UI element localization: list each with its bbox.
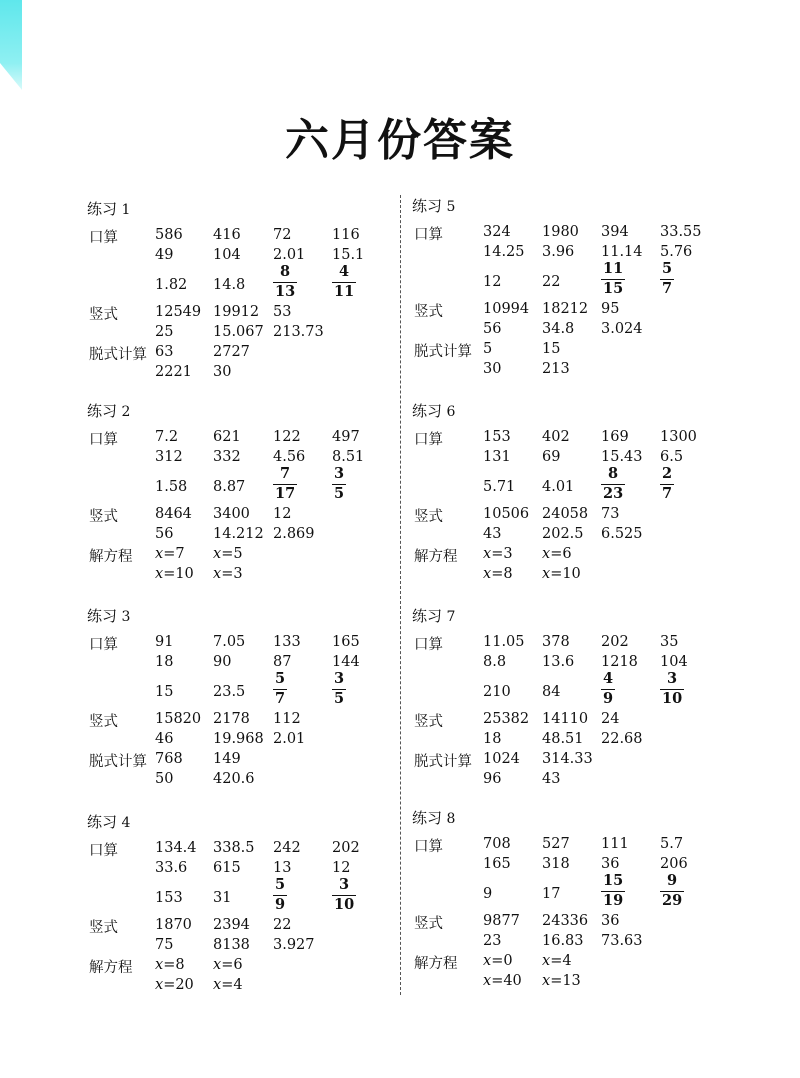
answer-value: x=0: [483, 953, 513, 969]
answer-value: 18212: [542, 301, 589, 317]
row-label: 口算: [414, 227, 443, 243]
answer-value: 25382: [483, 711, 530, 727]
answer-value: 22: [542, 274, 561, 290]
answer-value: 4.56: [273, 449, 306, 465]
answer-value: 34.8: [542, 321, 575, 337]
answer-value: 15820: [155, 711, 202, 727]
fraction-answer: [601, 262, 625, 296]
fraction-numerator: 4: [603, 670, 614, 687]
fraction-answer: [332, 467, 346, 501]
section-heading-text: 练习: [412, 607, 443, 625]
fraction-denominator: 13: [275, 282, 296, 300]
section-number: 7: [442, 609, 456, 625]
fraction-denominator: 7: [662, 484, 673, 502]
answer-value: 35: [660, 634, 679, 650]
answer-value: 3.927: [273, 937, 315, 953]
answer-value: 3400: [213, 506, 250, 522]
answer-value: 14.8: [213, 277, 246, 293]
answer-value: 420.6: [213, 771, 255, 787]
answer-value: 19.968: [213, 731, 264, 747]
answer-value: 3.024: [601, 321, 643, 337]
answer-value: 43: [542, 771, 561, 787]
fraction-denominator: 17: [275, 484, 296, 502]
fraction-denominator: 7: [662, 279, 673, 297]
answer-value: 24058: [542, 506, 589, 522]
section-heading: [87, 400, 130, 421]
answer-value: 7.05: [213, 634, 246, 650]
answer-value: 1.58: [155, 479, 188, 495]
answer-value: 9877: [483, 913, 520, 929]
section-heading: [412, 400, 455, 421]
answer-value: x=8: [483, 566, 513, 582]
section-heading-text: 练习: [412, 809, 443, 827]
answer-value: 24336: [542, 913, 589, 929]
section-heading-text: 练习: [87, 813, 118, 831]
row-label: 竖式: [414, 509, 443, 525]
answer-value: 15: [542, 341, 561, 357]
section-number: 2: [117, 404, 131, 420]
section-heading: [412, 807, 455, 828]
answer-value: 10506: [483, 506, 530, 522]
answer-value: 338.5: [213, 840, 255, 856]
fraction-denominator: 29: [662, 891, 683, 909]
answer-value: 6.525: [601, 526, 643, 542]
answer-value: 104: [660, 654, 688, 670]
row-label: 口算: [414, 432, 443, 448]
answer-value: 210: [483, 684, 511, 700]
answer-value: 7.2: [155, 429, 179, 445]
answer-value: 12: [332, 860, 351, 876]
answer-value: 2.01: [273, 247, 306, 263]
answer-value: 8.51: [332, 449, 365, 465]
fraction-denominator: 19: [603, 891, 624, 909]
fraction-denominator: 10: [662, 689, 683, 707]
row-label: 竖式: [414, 916, 443, 932]
answer-value: 153: [155, 890, 183, 906]
answer-value: 49: [155, 247, 174, 263]
row-label: 脱式计算: [414, 344, 472, 360]
section-heading-text: 练习: [87, 200, 118, 218]
answer-value: 6.5: [660, 449, 684, 465]
section-heading-text: 练习: [87, 607, 118, 625]
fraction-numerator: 3: [334, 670, 345, 687]
answer-value: 15.1: [332, 247, 365, 263]
row-label: 口算: [89, 637, 118, 653]
row-label: 口算: [89, 230, 118, 246]
answer-value: 11.14: [601, 244, 643, 260]
answer-value: 96: [483, 771, 502, 787]
answer-value: 378: [542, 634, 570, 650]
answer-value: 402: [542, 429, 570, 445]
section-number: 6: [442, 404, 456, 420]
answer-value: 17: [542, 886, 561, 902]
answer-value: 15.43: [601, 449, 643, 465]
answer-value: 90: [213, 654, 232, 670]
answer-value: 87: [273, 654, 292, 670]
row-label: 竖式: [414, 304, 443, 320]
row-label: 解方程: [89, 549, 133, 565]
row-label: 竖式: [89, 307, 118, 323]
fraction-numerator: 5: [275, 876, 286, 893]
answer-value: 30: [213, 364, 232, 380]
answer-value: 312: [155, 449, 183, 465]
fraction-answer: [601, 672, 615, 706]
row-label: 竖式: [414, 714, 443, 730]
answer-value: 2178: [213, 711, 250, 727]
answer-value: 202: [332, 840, 360, 856]
answer-value: 9: [483, 886, 493, 902]
answer-value: 206: [660, 856, 688, 872]
section-heading: [87, 605, 130, 626]
fraction-answer: [660, 672, 684, 706]
fraction-numerator: 4: [339, 263, 350, 280]
answer-value: 116: [332, 227, 360, 243]
answer-value: 111: [601, 836, 629, 852]
answer-value: 11.05: [483, 634, 525, 650]
corner-decoration: [0, 0, 22, 90]
answer-value: 15.067: [213, 324, 264, 340]
answer-value: 36: [601, 856, 620, 872]
fraction-denominator: 9: [603, 689, 614, 707]
answer-value: 4.01: [542, 479, 575, 495]
fraction-numerator: 3: [334, 465, 345, 482]
fraction-numerator: 8: [280, 263, 291, 280]
answer-value: 22: [273, 917, 292, 933]
fraction-answer: [660, 874, 684, 908]
answer-value: 12: [483, 274, 502, 290]
answer-value: 1.82: [155, 277, 188, 293]
row-label: 口算: [89, 843, 118, 859]
answer-value: x=20: [155, 977, 194, 993]
fraction-numerator: 5: [275, 670, 286, 687]
answer-value: 63: [155, 344, 174, 360]
fraction-answer: [332, 265, 356, 299]
answer-value: 134.4: [155, 840, 197, 856]
fraction-denominator: 10: [334, 895, 355, 913]
section-heading-text: 练习: [412, 402, 443, 420]
answer-value: 73.63: [601, 933, 643, 949]
answer-value: 13: [273, 860, 292, 876]
fraction-numerator: 7: [280, 465, 291, 482]
answer-value: 23.5: [213, 684, 246, 700]
section-heading: [412, 605, 455, 626]
row-label: 口算: [414, 839, 443, 855]
answer-value: 3.96: [542, 244, 575, 260]
answer-value: 13.6: [542, 654, 575, 670]
answer-value: 15: [155, 684, 174, 700]
answer-value: 56: [483, 321, 502, 337]
answer-value: 112: [273, 711, 301, 727]
answer-value: x=4: [213, 977, 243, 993]
answer-value: x=3: [213, 566, 243, 582]
answer-value: 131: [483, 449, 511, 465]
answer-value: 104: [213, 247, 241, 263]
answer-value: 621: [213, 429, 241, 445]
answer-value: 202.5: [542, 526, 584, 542]
fraction-denominator: 23: [603, 484, 624, 502]
answer-value: 122: [273, 429, 301, 445]
answer-value: 14110: [542, 711, 589, 727]
answer-value: x=7: [155, 546, 185, 562]
answer-value: 84: [542, 684, 561, 700]
fraction-denominator: 9: [275, 895, 286, 913]
answer-value: 144: [332, 654, 360, 670]
fraction-denominator: 5: [334, 484, 345, 502]
fraction-numerator: 5: [662, 260, 673, 277]
answer-value: 153: [483, 429, 511, 445]
answer-value: 1980: [542, 224, 579, 240]
answer-value: x=5: [213, 546, 243, 562]
answer-value: 2727: [213, 344, 250, 360]
fraction-numerator: 8: [608, 465, 619, 482]
answer-value: 169: [601, 429, 629, 445]
answer-value: 324: [483, 224, 511, 240]
answer-value: 149: [213, 751, 241, 767]
answer-value: 133: [273, 634, 301, 650]
section-heading: [87, 198, 130, 219]
answer-value: 18: [483, 731, 502, 747]
answer-value: 23: [483, 933, 502, 949]
row-label: 竖式: [89, 509, 118, 525]
answer-value: 91: [155, 634, 174, 650]
fraction-answer: [601, 467, 625, 501]
fraction-denominator: 11: [334, 282, 355, 300]
answer-value: 213.73: [273, 324, 324, 340]
answer-value: 46: [155, 731, 174, 747]
answer-value: 318: [542, 856, 570, 872]
answer-value: 19912: [213, 304, 260, 320]
section-heading: [87, 811, 130, 832]
fraction-numerator: 15: [603, 872, 624, 889]
answer-value: 22.68: [601, 731, 643, 747]
answer-value: 10994: [483, 301, 530, 317]
fraction-numerator: 2: [662, 465, 673, 482]
answer-value: 8.87: [213, 479, 246, 495]
row-label: 竖式: [89, 714, 118, 730]
answer-value: 95: [601, 301, 620, 317]
answer-value: x=10: [155, 566, 194, 582]
section-number: 1: [117, 202, 131, 218]
column-divider: [400, 195, 401, 995]
fraction-answer: [273, 467, 297, 501]
fraction-answer: [660, 262, 674, 296]
answer-value: 14.25: [483, 244, 525, 260]
fraction-numerator: 9: [667, 872, 678, 889]
answer-value: 202: [601, 634, 629, 650]
answer-value: 2.869: [273, 526, 315, 542]
section-number: 3: [117, 609, 131, 625]
answer-value: 36: [601, 913, 620, 929]
section-number: 8: [442, 811, 456, 827]
section-heading-text: 练习: [412, 197, 443, 215]
answer-value: 2394: [213, 917, 250, 933]
answer-value: 213: [542, 361, 570, 377]
answer-value: 1218: [601, 654, 638, 670]
fraction-answer: [273, 878, 287, 912]
answer-value: x=8: [155, 957, 185, 973]
answer-value: 165: [332, 634, 360, 650]
fraction-answer: [273, 672, 287, 706]
answer-value: 314.33: [542, 751, 593, 767]
answer-value: 5: [483, 341, 493, 357]
row-label: 口算: [89, 432, 118, 448]
answer-value: 586: [155, 227, 183, 243]
answer-value: 12: [273, 506, 292, 522]
answer-value: x=40: [483, 973, 522, 989]
row-label: 解方程: [414, 549, 458, 565]
answer-value: 25: [155, 324, 174, 340]
answer-value: 75: [155, 937, 174, 953]
fraction-denominator: 15: [603, 279, 624, 297]
answer-value: 8464: [155, 506, 192, 522]
answer-value: 615: [213, 860, 241, 876]
fraction-answer: [332, 878, 356, 912]
answer-value: 56: [155, 526, 174, 542]
answer-value: 1870: [155, 917, 192, 933]
row-label: 脱式计算: [414, 754, 472, 770]
answer-value: 24: [601, 711, 620, 727]
answer-value: 33.6: [155, 860, 188, 876]
page-title: 六月份答案: [285, 115, 515, 166]
section-heading-text: 练习: [87, 402, 118, 420]
answer-value: 8138: [213, 937, 250, 953]
answer-value: 16.83: [542, 933, 584, 949]
section-heading: [412, 195, 455, 216]
row-label: 口算: [414, 637, 443, 653]
answer-value: 69: [542, 449, 561, 465]
row-label: 脱式计算: [89, 754, 147, 770]
answer-value: 8.8: [483, 654, 507, 670]
fraction-answer: [601, 874, 625, 908]
answer-value: 30: [483, 361, 502, 377]
row-label: 脱式计算: [89, 347, 147, 363]
answer-value: x=6: [213, 957, 243, 973]
answer-value: 43: [483, 526, 502, 542]
answer-value: 50: [155, 771, 174, 787]
fraction-denominator: 5: [334, 689, 345, 707]
answer-value: 12549: [155, 304, 202, 320]
fraction-answer: [660, 467, 674, 501]
answer-value: 768: [155, 751, 183, 767]
answer-value: 48.51: [542, 731, 584, 747]
answer-value: 31: [213, 890, 232, 906]
answer-value: 72: [273, 227, 292, 243]
answer-value: x=4: [542, 953, 572, 969]
fraction-numerator: 11: [603, 260, 624, 277]
answer-value: 5.76: [660, 244, 693, 260]
answer-value: x=13: [542, 973, 581, 989]
answer-value: 33.55: [660, 224, 702, 240]
answer-value: 14.212: [213, 526, 264, 542]
answer-value: 527: [542, 836, 570, 852]
fraction-answer: [273, 265, 297, 299]
fraction-numerator: 3: [667, 670, 678, 687]
answer-value: 53: [273, 304, 292, 320]
row-label: 竖式: [89, 920, 118, 936]
answer-value: 242: [273, 840, 301, 856]
answer-value: 1024: [483, 751, 520, 767]
answer-value: 394: [601, 224, 629, 240]
answer-value: x=3: [483, 546, 513, 562]
row-label: 解方程: [89, 960, 133, 976]
fraction-answer: [332, 672, 346, 706]
answer-value: 2.01: [273, 731, 306, 747]
answer-value: x=10: [542, 566, 581, 582]
answer-value: x=6: [542, 546, 572, 562]
answer-value: 497: [332, 429, 360, 445]
fraction-numerator: 3: [339, 876, 350, 893]
answer-value: 2221: [155, 364, 192, 380]
row-label: 解方程: [414, 956, 458, 972]
answer-value: 1300: [660, 429, 697, 445]
answer-value: 5.7: [660, 836, 684, 852]
answer-value: 416: [213, 227, 241, 243]
fraction-denominator: 7: [275, 689, 286, 707]
answer-value: 73: [601, 506, 620, 522]
answer-value: 18: [155, 654, 174, 670]
answer-value: 708: [483, 836, 511, 852]
answer-value: 165: [483, 856, 511, 872]
answer-value: 332: [213, 449, 241, 465]
section-number: 4: [117, 815, 131, 831]
section-number: 5: [442, 199, 456, 215]
answer-value: 5.71: [483, 479, 516, 495]
